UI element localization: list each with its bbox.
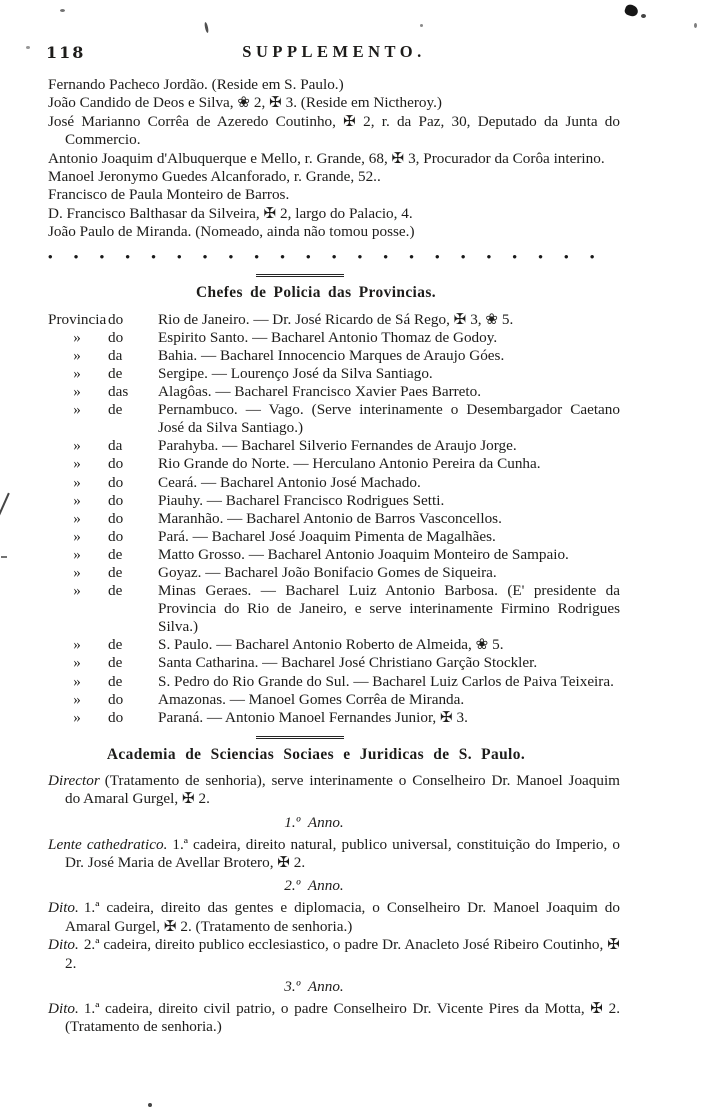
provincia-marker: » [73, 473, 81, 491]
provincia-list [48, 311, 620, 727]
entry-lead: Lente cathedratico. [48, 835, 168, 853]
provincia-marker: » [73, 401, 81, 419]
academia-director [48, 772, 620, 809]
year-subheading: 1.º Anno. [284, 813, 344, 831]
provincia-marker: » [73, 328, 81, 346]
official-entry [48, 168, 620, 186]
provincia-marker: » [73, 545, 81, 563]
provincia-particle: do [108, 527, 124, 545]
provincia-marker: » [73, 672, 81, 690]
provincia-row [48, 492, 620, 510]
official-entry-text: Fernando Pacheco Jordão. (Reside em S. Paulo.) [48, 76, 344, 93]
provincia-text: Ceará. — Bacharel Antonio José Machado. [158, 473, 421, 491]
provincia-text: Amazonas. — Manoel Gomes Corrêa de Miranda. [158, 690, 465, 708]
provincia-marker: » [73, 346, 81, 364]
provincia-particle: do [108, 310, 124, 328]
provincia-particle: do [108, 491, 124, 509]
official-entry [48, 113, 620, 150]
provincia-particle: da [108, 437, 123, 455]
provincia-marker: » [73, 563, 81, 581]
provincia-text: Paraná. — Antonio Manoel Fernandes Junior, ✠ 3. [158, 708, 468, 726]
academia-block [48, 772, 620, 1037]
academia-entry [48, 1000, 620, 1037]
provincia-text: Alagôas. — Bacharel Francisco Xavier Paes Barreto. [158, 383, 482, 401]
provincia-marker: » [73, 364, 81, 382]
official-entry-text: Antonio Joaquim d'Albuquerque e Mello, r. Grande, 68, ✠ 3, Procurador da Corôa interino. [48, 149, 605, 167]
provincia-text: S. Pedro do Rio Grande do Sul. — Bacharel Luiz Carlos de Paiva Teixeira. [158, 672, 614, 690]
official-entry-text: José Marianno Corrêa de Azeredo Coutinho, ✠ 2, r. da Paz, 30, Deputado da Junta do Commercio. [48, 112, 620, 149]
official-entry [48, 186, 620, 204]
provincia-marker: » [73, 527, 81, 545]
provincia-row [48, 654, 620, 672]
provincia-marker: » [73, 582, 81, 600]
official-entry-text: D. Francisco Balthasar da Silveira, ✠ 2, largo do Palacio, 4. [48, 204, 413, 222]
provincia-particle: de [108, 654, 123, 672]
provincia-row [48, 329, 620, 347]
provincia-particle: das [108, 383, 129, 401]
entry-text: (Tratamento de senhoria), serve interinamente o Conselheiro Dr. Manoel Joaquim do Amaral Gurgel, ✠ 2. [65, 771, 620, 808]
provincia-particle: de [108, 364, 123, 382]
page-header [48, 42, 620, 64]
provincia-particle: da [108, 346, 123, 364]
official-entry-text: Manoel Jeronymo Guedes Alcanforado, r. Grande, 52.. [48, 168, 381, 186]
academia-year-entries [48, 899, 620, 973]
year-subheading: 2.º Anno. [284, 877, 344, 895]
entry-text: 1.ª cadeira, direito civil patrio, o padre Conselheiro Dr. Vicente Pires da Motta, ✠ 2. (Tratamento de senhoria.) [65, 1000, 620, 1036]
official-entry-text: Francisco de Paula Monteiro de Barros. [48, 186, 290, 204]
provincia-particle: de [108, 563, 123, 581]
page-title: SUPPLEMENTO. [242, 42, 426, 61]
academia-entry [48, 836, 620, 873]
official-entry [48, 150, 620, 168]
provincia-row [48, 455, 620, 473]
provincia-row [48, 582, 620, 636]
provincia-text: Pernambuco. — Vago. (Serve interinamente o Desembargador Caetano José da Silva Santiago.) [158, 401, 620, 437]
provincia-particle: de [108, 582, 123, 600]
provincia-row [48, 564, 620, 582]
provincia-particle: de [108, 545, 123, 563]
provincia-row [48, 437, 620, 455]
provincia-particle: de [108, 672, 123, 690]
academia-entry [48, 936, 620, 973]
provincia-particle: do [108, 328, 124, 346]
police-section-title: Chefes de Policia das Provincias. [196, 283, 436, 301]
academia-year-entries [48, 836, 620, 873]
entry-lead: Director [48, 771, 100, 789]
provincia-text: Rio Grande do Norte. — Herculano Antonio Pereira da Cunha. [158, 455, 541, 473]
page-number: 118 [46, 43, 86, 62]
provincia-marker: » [73, 636, 81, 654]
provincia-text: Espirito Santo. — Bacharel Antonio Thomaz de Godoy. [158, 328, 498, 346]
provincia-text: Piauhy. — Bacharel Francisco Rodrigues Setti. [158, 491, 445, 509]
provincia-row [48, 709, 620, 727]
provincia-particle: do [108, 473, 124, 491]
provincia-row [48, 691, 620, 709]
academia-year-entries [48, 1000, 620, 1037]
entry-lead: Dito. [48, 1000, 79, 1018]
provincia-row [48, 528, 620, 546]
official-entry [48, 94, 620, 112]
section-rule [256, 736, 344, 739]
provincia-text: S. Paulo. — Bacharel Antonio Roberto de Almeida, ❀ 5. [158, 636, 504, 654]
entry-text: 2.ª cadeira, direito publico ecclesiastico, o padre Dr. Anacleto José Ribeiro Coutinho, ✠ 2. [65, 936, 620, 972]
provincia-row [48, 673, 620, 691]
provincia-text: Santa Catharina. — Bacharel José Christiano Garção Stockler. [158, 654, 538, 672]
provincia-particle: de [108, 401, 123, 419]
provincia-marker: » [73, 491, 81, 509]
academia-section-title: Academia de Sciencias Sociaes e Juridicas de S. Paulo. [106, 745, 526, 763]
provincia-particle: de [108, 636, 123, 654]
provincia-row [48, 311, 620, 329]
provincia-particle: do [108, 509, 124, 527]
provincia-row [48, 636, 620, 654]
year-subheading: 3.º Anno. [284, 978, 344, 996]
provincia-marker: » [73, 509, 81, 527]
provincia-marker: » [73, 455, 81, 473]
provincia-text: Minas Geraes. — Bacharel Luiz Antonio Barbosa. (E' presidente da Provincia do Rio de Janeiro, e serve interinamente Firmino Rodrigues Silva.) [158, 582, 620, 636]
official-entry [48, 223, 620, 241]
official-entry-text: João Candido de Deos e Silva, ❀ 2, ✠ 3. (Reside em Nictheroy.) [48, 94, 442, 112]
official-entry-text: João Paulo de Miranda. (Nomeado, ainda não tomou posse.) [48, 223, 415, 241]
provincia-particle: do [108, 690, 124, 708]
provincia-marker: » [73, 654, 81, 672]
official-entry [48, 76, 620, 94]
entry-text: 1.ª cadeira, direito das gentes e diplomacia, o Conselheiro Dr. Manoel Joaquim do Amaral Gurgel, ✠ 2. (Tratamento de senhoria.) [65, 899, 620, 935]
provincia-particle: do [108, 455, 124, 473]
provincia-marker: Provincia [48, 310, 107, 328]
entry-lead: Dito. [48, 936, 79, 954]
provincia-marker: » [73, 437, 81, 455]
provincia-row [48, 510, 620, 528]
provincia-text: Pará. — Bacharel José Joaquim Pimenta de Magalhães. [158, 527, 496, 545]
provincia-text: Bahia. — Bacharel Innocencio Marques de Araujo Góes. [158, 346, 505, 364]
provincia-row [48, 401, 620, 437]
provincia-text: Rio de Janeiro. — Dr. José Ricardo de Sá Rego, ✠ 3, ❀ 5. [158, 310, 514, 328]
separator-dots: • • • • • • • • • • • • • • • • • • • • • • [48, 248, 595, 264]
provincia-row [48, 365, 620, 383]
provincia-text: Matto Grosso. — Bacharel Antonio Joaquim Monteiro de Sampaio. [158, 545, 569, 563]
entry-text: 1.ª cadeira, direito natural, publico universal, constituição do Imperio, o Dr. José Maria de Avellar Brotero, ✠ 2. [65, 835, 620, 872]
provincia-row [48, 474, 620, 492]
scan-artifact [148, 1103, 152, 1107]
provincia-text: Goyaz. — Bacharel João Bonifacio Gomes de Siqueira. [158, 563, 497, 581]
provincia-row [48, 546, 620, 564]
provincia-particle: do [108, 708, 124, 726]
academia-entry [48, 899, 620, 936]
official-entry [48, 205, 620, 223]
officials-list [48, 76, 620, 242]
provincia-text: Sergipe. — Lourenço José da Silva Santiago. [158, 364, 433, 382]
provincia-text: Maranhão. — Bacharel Antonio de Barros Vasconcellos. [158, 509, 502, 527]
provincia-row [48, 347, 620, 365]
provincia-marker: » [73, 383, 81, 401]
section-rule [256, 274, 344, 277]
entry-lead: Dito. [48, 899, 79, 917]
provincia-marker: » [73, 708, 81, 726]
provincia-row [48, 383, 620, 401]
provincia-text: Parahyba. — Bacharel Silverio Fernandes de Araujo Jorge. [158, 437, 517, 455]
provincia-marker: » [73, 690, 81, 708]
